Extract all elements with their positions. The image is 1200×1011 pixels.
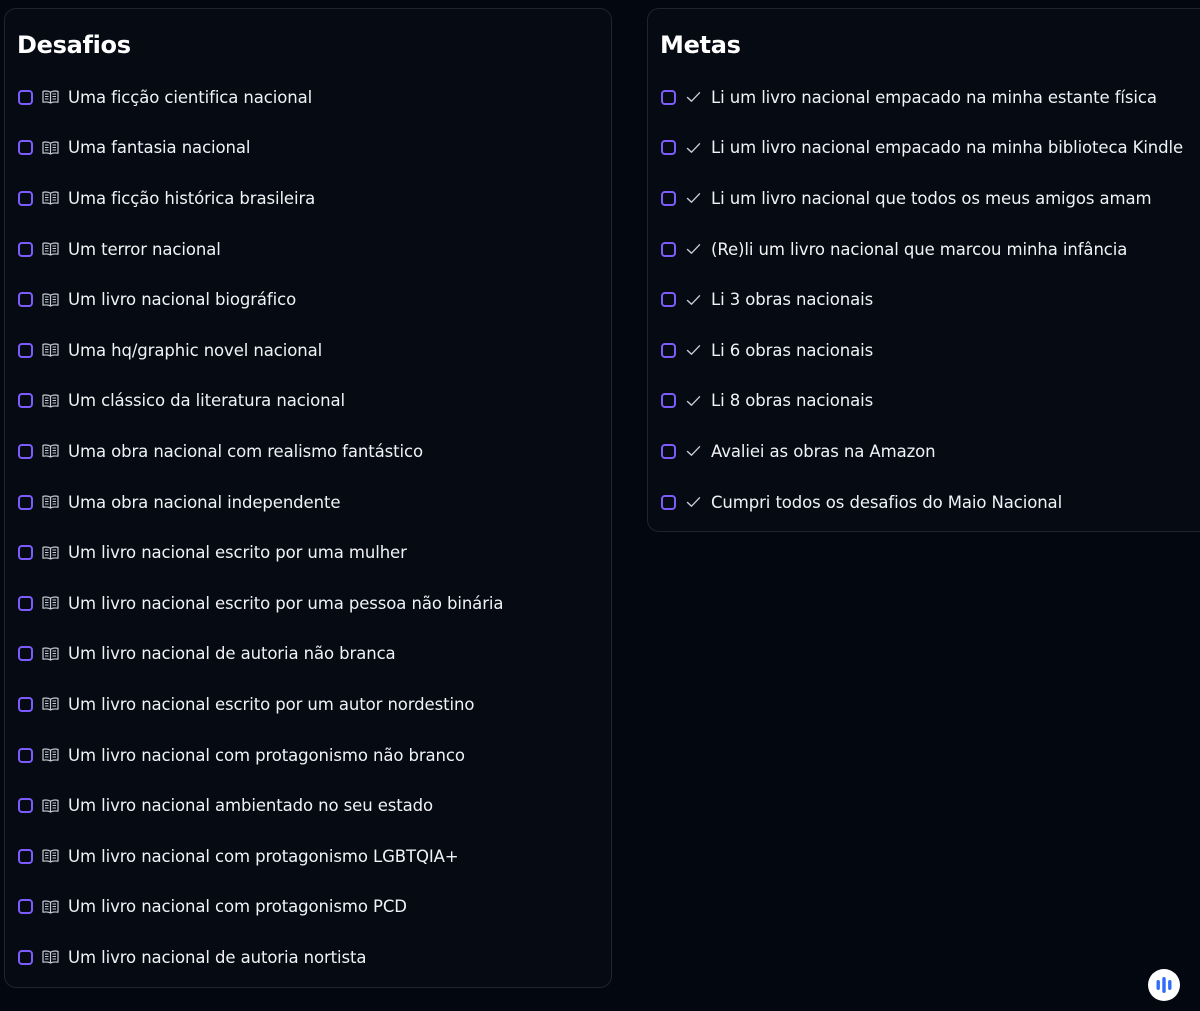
checkbox[interactable] [18, 495, 33, 510]
desafios-item[interactable] [17, 224, 611, 275]
metas-title: Metas [660, 31, 741, 59]
item-label: Li 8 obras nacionais [711, 391, 874, 411]
book-open-icon [42, 141, 59, 155]
item-label: Avaliei as obras na Amazon [711, 441, 936, 461]
item-label: Uma obra nacional com realismo fantástico [68, 441, 423, 461]
desafios-item[interactable] [17, 72, 611, 123]
checkbox[interactable] [18, 596, 33, 611]
item-label: Um livro nacional biográfico [68, 290, 297, 310]
item-label: Um livro nacional de autoria não branca [68, 644, 396, 664]
desafios-item[interactable] [17, 578, 611, 629]
check-icon [685, 343, 702, 357]
desafios-item[interactable] [17, 173, 611, 224]
checkbox[interactable] [661, 191, 676, 206]
desafios-item[interactable] [17, 123, 611, 174]
desafios-item[interactable] [17, 780, 611, 831]
checkbox[interactable] [18, 545, 33, 560]
item-label: Li um livro nacional empacado na minha estante física [711, 87, 1157, 107]
check-icon [685, 394, 702, 408]
item-label: Uma ficção cientifica nacional [68, 87, 313, 107]
metas-item[interactable] [660, 123, 1200, 174]
item-label: Um livro nacional escrito por uma mulher [68, 543, 407, 563]
checkbox[interactable] [18, 697, 33, 712]
check-icon [685, 293, 702, 307]
desafios-item[interactable] [17, 477, 611, 528]
book-open-icon [42, 444, 59, 458]
desafios-item[interactable] [17, 325, 611, 376]
book-open-icon [42, 90, 59, 104]
metas-list [660, 72, 1200, 527]
checkbox[interactable] [661, 292, 676, 307]
item-label: Um livro nacional escrito por um autor nordestino [68, 694, 475, 714]
metas-item[interactable] [660, 72, 1200, 123]
metas-item[interactable] [660, 224, 1200, 275]
book-open-icon [42, 748, 59, 762]
metas-panel [647, 8, 1200, 532]
check-icon [685, 90, 702, 104]
check-icon [685, 495, 702, 509]
item-label: Li 6 obras nacionais [711, 340, 874, 360]
checkbox[interactable] [18, 444, 33, 459]
book-open-icon [42, 596, 59, 610]
metas-item[interactable] [660, 173, 1200, 224]
item-label: (Re)li um livro nacional que marcou minha infância [711, 239, 1128, 259]
item-label: Li 3 obras nacionais [711, 290, 874, 310]
book-open-icon [42, 799, 59, 813]
item-label: Um livro nacional com protagonismo PCD [68, 897, 407, 917]
book-open-icon [42, 191, 59, 205]
checkbox[interactable] [18, 90, 33, 105]
metas-item[interactable] [660, 477, 1200, 528]
item-label: Um livro nacional escrito por uma pessoa não binária [68, 593, 504, 613]
checkbox[interactable] [18, 849, 33, 864]
checkbox[interactable] [661, 393, 676, 408]
checkbox[interactable] [18, 798, 33, 813]
checkbox[interactable] [18, 242, 33, 257]
item-label: Li um livro nacional que todos os meus amigos amam [711, 188, 1152, 208]
checkbox[interactable] [18, 393, 33, 408]
item-label: Um livro nacional de autoria nortista [68, 947, 367, 967]
desafios-item[interactable] [17, 831, 611, 882]
checkbox[interactable] [18, 646, 33, 661]
book-open-icon [42, 242, 59, 256]
desafios-item[interactable] [17, 882, 611, 933]
checkbox[interactable] [18, 140, 33, 155]
desafios-item[interactable] [17, 730, 611, 781]
item-label: Um livro nacional com protagonismo não branco [68, 745, 465, 765]
checkbox[interactable] [18, 899, 33, 914]
book-open-icon [42, 950, 59, 964]
checkbox[interactable] [661, 140, 676, 155]
item-label: Um clássico da literatura nacional [68, 391, 346, 411]
checkbox[interactable] [661, 444, 676, 459]
item-label: Uma fantasia nacional [68, 138, 251, 158]
checkbox[interactable] [661, 242, 676, 257]
item-label: Um terror nacional [68, 239, 221, 259]
desafios-item[interactable] [17, 932, 611, 983]
item-label: Um livro nacional com protagonismo LGBTQIA+ [68, 846, 459, 866]
book-open-icon [42, 293, 59, 307]
book-open-icon [42, 495, 59, 509]
book-open-icon [42, 849, 59, 863]
checkbox[interactable] [18, 343, 33, 358]
item-label: Li um livro nacional empacado na minha biblioteca Kindle [711, 138, 1184, 158]
check-icon [685, 242, 702, 256]
audio-assistant-button[interactable] [1148, 969, 1180, 1001]
item-label: Um livro nacional ambientado no seu estado [68, 796, 433, 816]
book-open-icon [42, 394, 59, 408]
desafios-list [17, 72, 611, 983]
desafios-item[interactable] [17, 426, 611, 477]
book-open-icon [42, 343, 59, 357]
check-icon [685, 191, 702, 205]
desafios-panel [4, 8, 612, 988]
book-open-icon [42, 546, 59, 560]
checkbox[interactable] [661, 343, 676, 358]
book-open-icon [42, 697, 59, 711]
metas-item[interactable] [660, 325, 1200, 376]
desafios-item[interactable] [17, 376, 611, 427]
desafios-item[interactable] [17, 679, 611, 730]
item-label: Uma ficção histórica brasileira [68, 188, 316, 208]
checkbox[interactable] [18, 292, 33, 307]
checkbox[interactable] [18, 950, 33, 965]
checkbox[interactable] [18, 748, 33, 763]
item-label: Uma obra nacional independente [68, 492, 341, 512]
metas-item[interactable] [660, 426, 1200, 477]
checkbox[interactable] [18, 191, 33, 206]
audio-bars-icon [1154, 975, 1174, 995]
book-open-icon [42, 647, 59, 661]
book-open-icon [42, 900, 59, 914]
item-label: Cumpri todos os desafios do Maio Nacional [711, 492, 1063, 512]
desafios-item[interactable] [17, 527, 611, 578]
desafios-item[interactable] [17, 629, 611, 680]
desafios-item[interactable] [17, 274, 611, 325]
checkbox[interactable] [661, 90, 676, 105]
desafios-title: Desafios [17, 31, 131, 59]
metas-item[interactable] [660, 376, 1200, 427]
checkbox[interactable] [661, 495, 676, 510]
check-icon [685, 141, 702, 155]
check-icon [685, 444, 702, 458]
item-label: Uma hq/graphic novel nacional [68, 340, 323, 360]
metas-item[interactable] [660, 274, 1200, 325]
